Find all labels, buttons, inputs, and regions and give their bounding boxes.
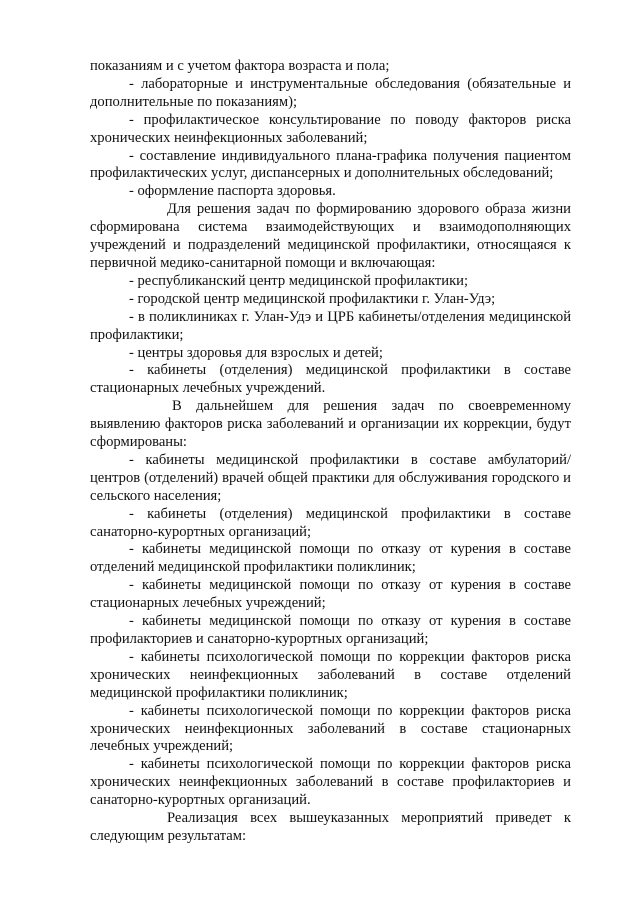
list-item: - кабинеты медицинской помощи по отказу от курения в составе отделений медицинской профилактики поликлиник;: [90, 541, 571, 576]
paragraph: Реализация всех вышеуказанных мероприятий приведет к следующим результатам:: [90, 810, 571, 844]
list-item: - кабинеты психологической помощи по коррекции факторов риска хронических неинфекционных заболеваний в составе профилакториев и санаторно-курортных организаций.: [90, 756, 571, 809]
list-item: - кабинеты психологической помощи по коррекции факторов риска хронических неинфекционных заболеваний в составе стационарных лечебных учреждений;: [90, 702, 571, 755]
paragraph: В дальнейшем для решения задач по своевременному выявлению факторов риска заболеваний и организации их коррекции, будут сформированы:: [90, 398, 571, 451]
list-item: - оформление паспорта здоровья.: [129, 183, 336, 200]
list-item: - кабинеты (отделения) медицинской профилактики в составе стационарных лечебных учреждений.: [90, 362, 571, 397]
list-item: - городской центр медицинской профилактики г. Улан-Удэ;: [129, 290, 496, 307]
list-item: - лабораторные и инструментальные обследования (обязательные и дополнительные по показаниям);: [90, 75, 571, 110]
list-item: - составление индивидуального плана-графика получения пациентом профилактических услуг, диспансерных и дополнительных обследований;: [90, 147, 571, 182]
list-item: - центры здоровья для взрослых и детей;: [129, 344, 383, 361]
paragraph: показаниям и с учетом фактора возраста и пола;: [90, 58, 390, 74]
list-item: - в поликлиниках г. Улан-Удэ и ЦРБ кабинеты/отделения медицинской профилактики;: [90, 308, 571, 343]
list-item: - кабинеты медицинской профилактики в составе амбулаторий/центров (отделений) врачей общей практики для обслуживания городского и сельского населения;: [90, 451, 571, 504]
list-item: - кабинеты (отделения) медицинской профилактики в составе санаторно-курортных организаций;: [90, 505, 571, 540]
list-item: - профилактическое консультирование по поводу факторов риска хронических неинфекционных заболеваний;: [90, 111, 571, 146]
document-body: [90, 58, 571, 846]
list-item: - кабинеты медицинской помощи по отказу от курения в составе профилакториев и санаторно-курортных организаций;: [90, 613, 571, 647]
list-item: - кабинеты медицинской помощи по отказу от курения в составе стационарных лечебных учреждений;: [90, 577, 571, 612]
list-item: - кабинеты психологической помощи по коррекции факторов риска хронических неинфекционных заболеваний в составе отделений медицинской профилактики поликлиник;: [90, 648, 571, 701]
paragraph: Для решения задач по формированию здорового образа жизни сформирована система взаимодействующих и взаимодополняющих учреждений и подразделений медицинской профилактики, относящаяся к первичной медико-санитарной помощи и включающая:: [90, 201, 571, 271]
list-item: - республиканский центр медицинской профилактики;: [129, 272, 469, 289]
